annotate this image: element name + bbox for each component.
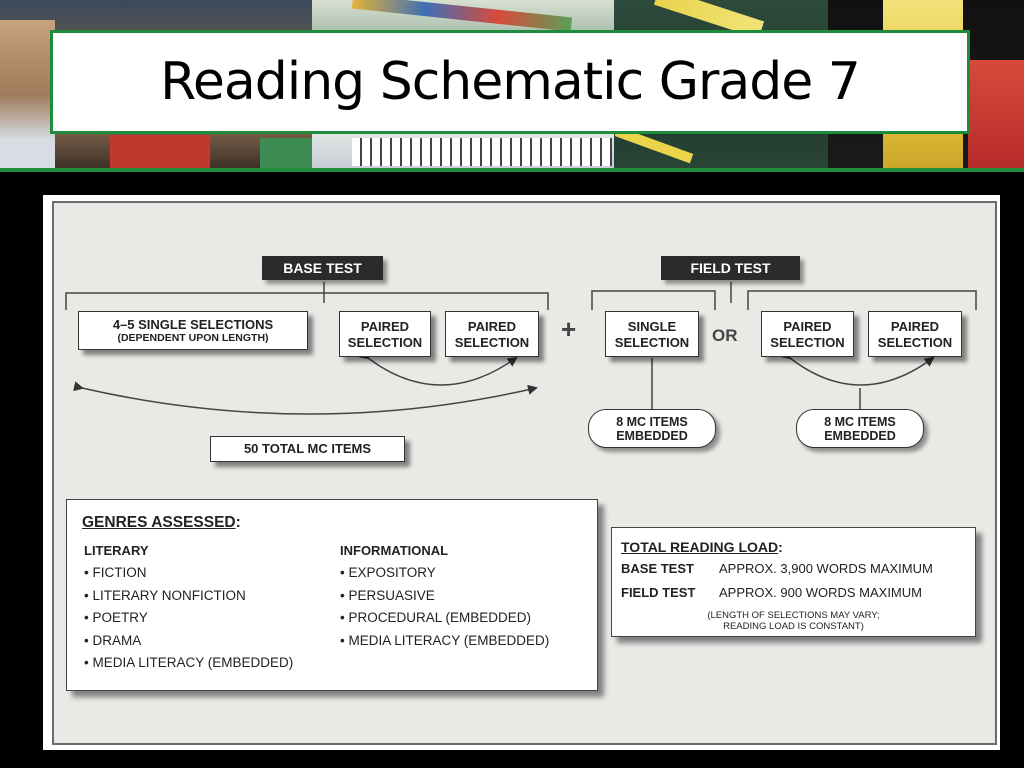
reading-load-heading: TOTAL READING LOAD: — [621, 539, 783, 555]
or-label: OR — [712, 326, 738, 345]
base-paired-selection-1 — [339, 311, 431, 357]
list-item: • PROCEDURAL (EMBEDDED) — [340, 610, 531, 625]
literary-column — [84, 543, 293, 678]
base-test-load-value: APPROX. 3,900 WORDS MAXIMUM — [719, 561, 933, 576]
note-line1: (LENGTH OF SELECTIONS MAY VARY; — [707, 610, 880, 621]
mc-items-line1: 8 MC ITEMS — [824, 415, 896, 429]
selection-label: SELECTION — [770, 335, 845, 350]
reading-load-note — [612, 610, 975, 632]
total-mc-items-box: 50 TOTAL MC ITEMS — [210, 436, 405, 462]
total-reading-load-box — [611, 527, 976, 637]
banner-divider — [0, 168, 1024, 172]
field-paired-selection-2 — [868, 311, 962, 357]
mc-items-line1: 8 MC ITEMS — [616, 415, 688, 429]
genres-assessed-box — [66, 499, 598, 691]
mc-items-line2: EMBEDDED — [824, 429, 896, 443]
mc-items-embedded-paired — [796, 409, 924, 448]
field-test-load-row — [621, 585, 922, 600]
title-box — [50, 30, 970, 134]
field-test-label: FIELD TEST — [661, 256, 800, 280]
list-item: • MEDIA LITERACY (EMBEDDED) — [84, 655, 294, 670]
paired-label: PAIRED — [783, 319, 832, 334]
selection-label: SELECTION — [877, 335, 953, 350]
mc-items-line2: EMBEDDED — [616, 429, 688, 443]
field-test-load-label: FIELD TEST — [621, 585, 696, 600]
list-item: • FICTION — [84, 565, 147, 580]
base-test-load-row — [621, 561, 933, 576]
selection-label: SELECTION — [347, 335, 423, 350]
literary-heading: LITERARY — [84, 543, 149, 558]
list-item: • DRAMA — [84, 632, 142, 648]
mc-items-embedded-single — [588, 409, 716, 448]
base-test-label: BASE TEST — [262, 256, 383, 280]
paired-label: PAIRED — [360, 319, 410, 334]
base-test-load-label: BASE TEST — [621, 561, 694, 576]
note-line2: READING LOAD IS CONSTANT) — [723, 621, 864, 632]
base-single-line1: 4–5 SINGLE SELECTIONS — [112, 317, 274, 332]
field-test-load-value: APPROX. 900 WORDS MAXIMUM — [719, 585, 922, 600]
plus-symbol: + — [561, 314, 577, 344]
base-single-line2: (DEPENDENT UPON LENGTH) — [117, 332, 269, 344]
page-title: Reading Schematic Grade 7 — [160, 52, 860, 112]
informational-column — [340, 543, 549, 655]
paired-label: PAIRED — [467, 319, 517, 334]
informational-heading: INFORMATIONAL — [340, 543, 449, 558]
field-paired-selection-1 — [761, 311, 854, 357]
selection-label: SELECTION — [454, 335, 530, 350]
list-item: • POETRY — [84, 610, 148, 625]
selection-label: SELECTION — [614, 335, 690, 350]
list-item: • PERSUASIVE — [340, 587, 435, 603]
genres-heading: GENRES ASSESSED: — [82, 514, 241, 531]
list-item: • MEDIA LITERACY (EMBEDDED) — [340, 632, 550, 648]
list-item: • LITERARY NONFICTION — [84, 587, 246, 603]
base-single-selections-box — [78, 311, 308, 350]
single-label: SINGLE — [627, 319, 677, 334]
list-item: • EXPOSITORY — [340, 565, 436, 580]
field-single-selection — [605, 311, 699, 357]
base-paired-selection-2 — [445, 311, 539, 357]
paired-label: PAIRED — [890, 319, 940, 334]
